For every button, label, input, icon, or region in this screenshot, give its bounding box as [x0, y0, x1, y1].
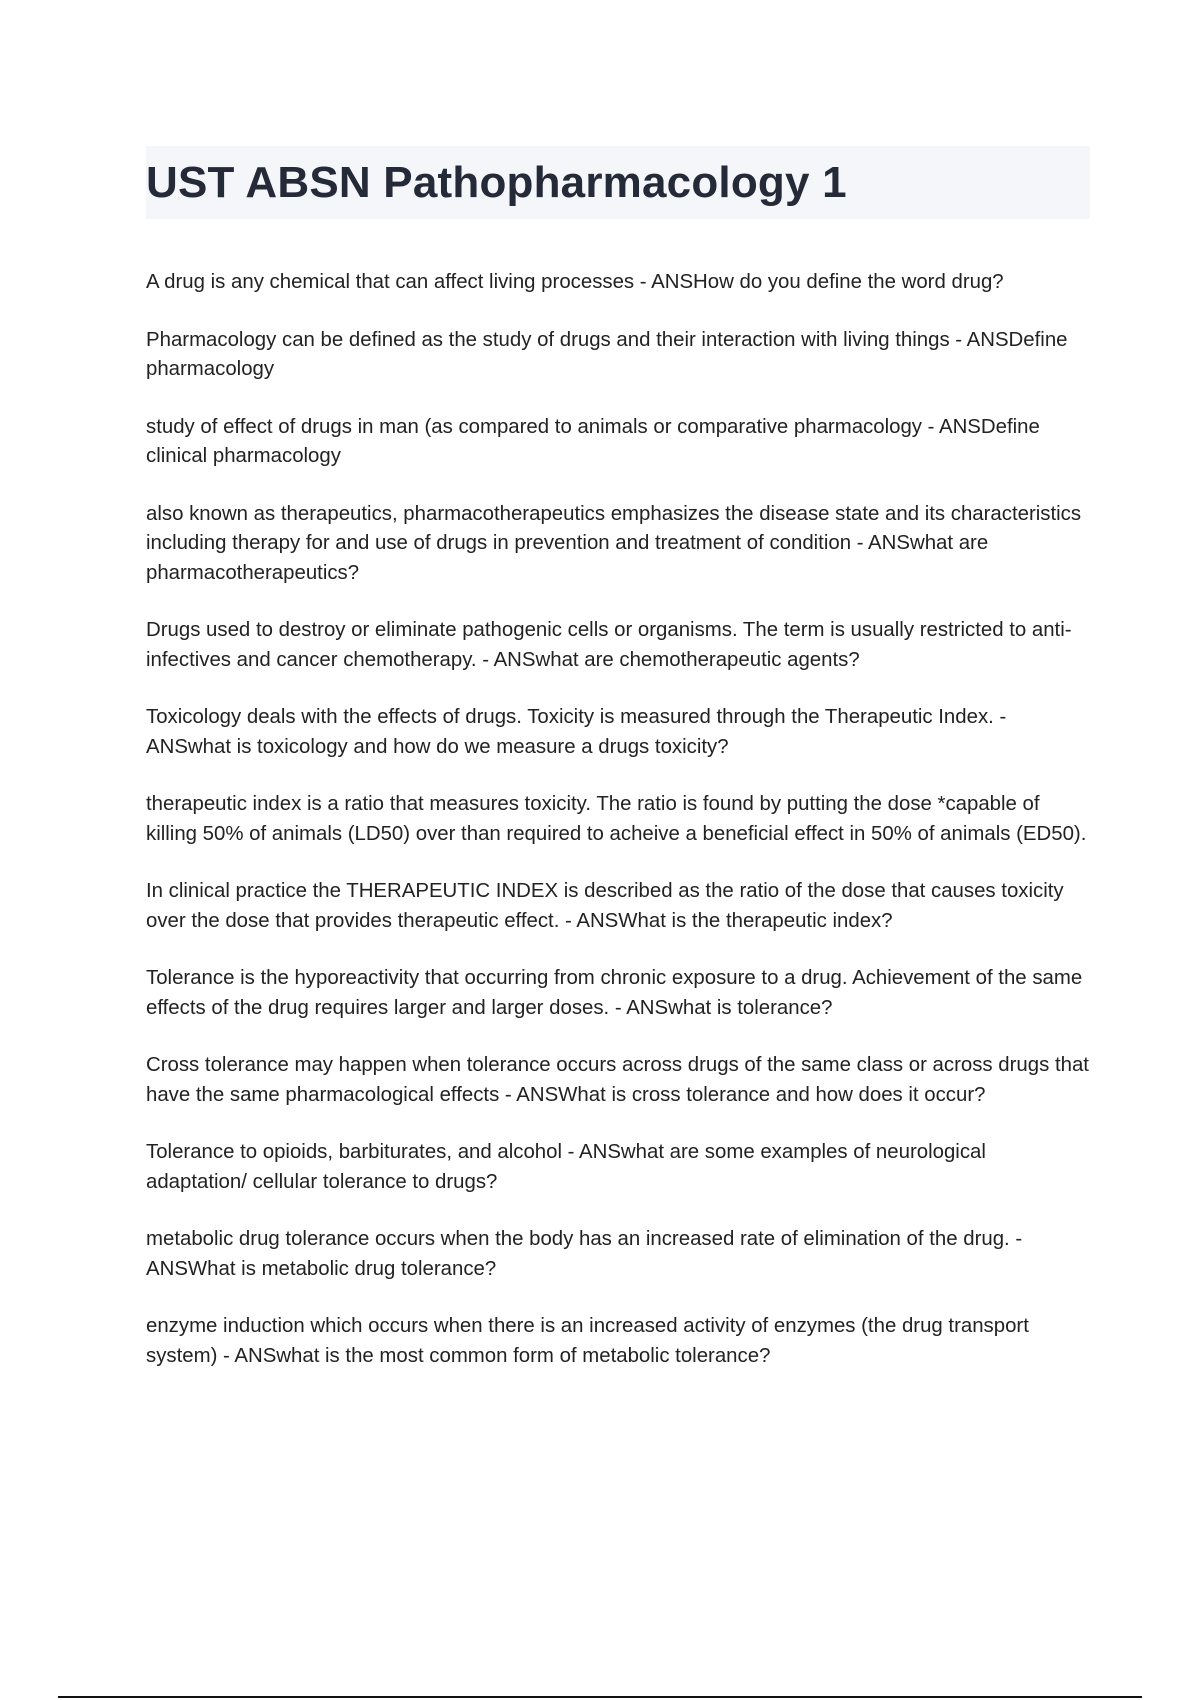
qa-entry: therapeutic index is a ratio that measures toxicity. The ratio is found by putting the dose *capable of killing 50% of animals (LD50) over than required to acheive a beneficial effect in 50% of animals (ED50).: [146, 793, 1087, 845]
qa-entry: Tolerance to opioids, barbiturates, and alcohol - ANSwhat are some examples of neurological adaptation/ cellular tolerance to drugs?: [146, 1141, 986, 1193]
page-bottom-divider: [58, 1696, 1142, 1698]
qa-entry: metabolic drug tolerance occurs when the body has an increased rate of elimination of the drug. - ANSWhat is metabolic drug tolerance?: [146, 1228, 1023, 1280]
qa-entry: Tolerance is the hyporeactivity that occurring from chronic exposure to a drug. Achievement of the same effects of the drug requires larger and larger doses. - ANSwhat is tolerance?: [146, 967, 1083, 1019]
qa-list: [146, 268, 1091, 1399]
qa-entry: also known as therapeutics, pharmacotherapeutics emphasizes the disease state and its characteristics including therapy for and use of drugs in prevention and treatment of condition - ANSwhat are pharmacotherapeutics?: [146, 502, 1082, 584]
qa-entry: study of effect of drugs in man (as compared to animals or comparative pharmacology - ANSDefine clinical pharmacology: [146, 415, 1040, 467]
title-banner: [146, 146, 1090, 219]
qa-entry: In clinical practice the THERAPEUTIC INDEX is described as the ratio of the dose that causes toxicity over the dose that provides therapeutic effect. - ANSWhat is the therapeutic index?: [146, 880, 1064, 932]
qa-entry: A drug is any chemical that can affect living processes - ANSHow do you define the word drug?: [146, 271, 1004, 293]
qa-entry: Pharmacology can be defined as the study of drugs and their interaction with living things - ANSDefine pharmacology: [146, 328, 1068, 380]
qa-entry: enzyme induction which occurs when there is an increased activity of enzymes (the drug transport system) - ANSwhat is the most common form of metabolic tolerance?: [146, 1315, 1029, 1367]
page-title: UST ABSN Pathopharmacology 1: [146, 157, 847, 207]
qa-entry: Cross tolerance may happen when tolerance occurs across drugs of the same class or across drugs that have the same pharmacological effects - ANSWhat is cross tolerance and how does it occur?: [146, 1054, 1089, 1106]
qa-entry: Toxicology deals with the effects of drugs. Toxicity is measured through the Therapeutic Index. - ANSwhat is toxicology and how do we measure a drugs toxicity?: [146, 706, 1007, 758]
qa-entry: Drugs used to destroy or eliminate pathogenic cells or organisms. The term is usually restricted to anti-infectives and cancer chemotherapy. - ANSwhat are chemotherapeutic agents?: [146, 619, 1072, 671]
